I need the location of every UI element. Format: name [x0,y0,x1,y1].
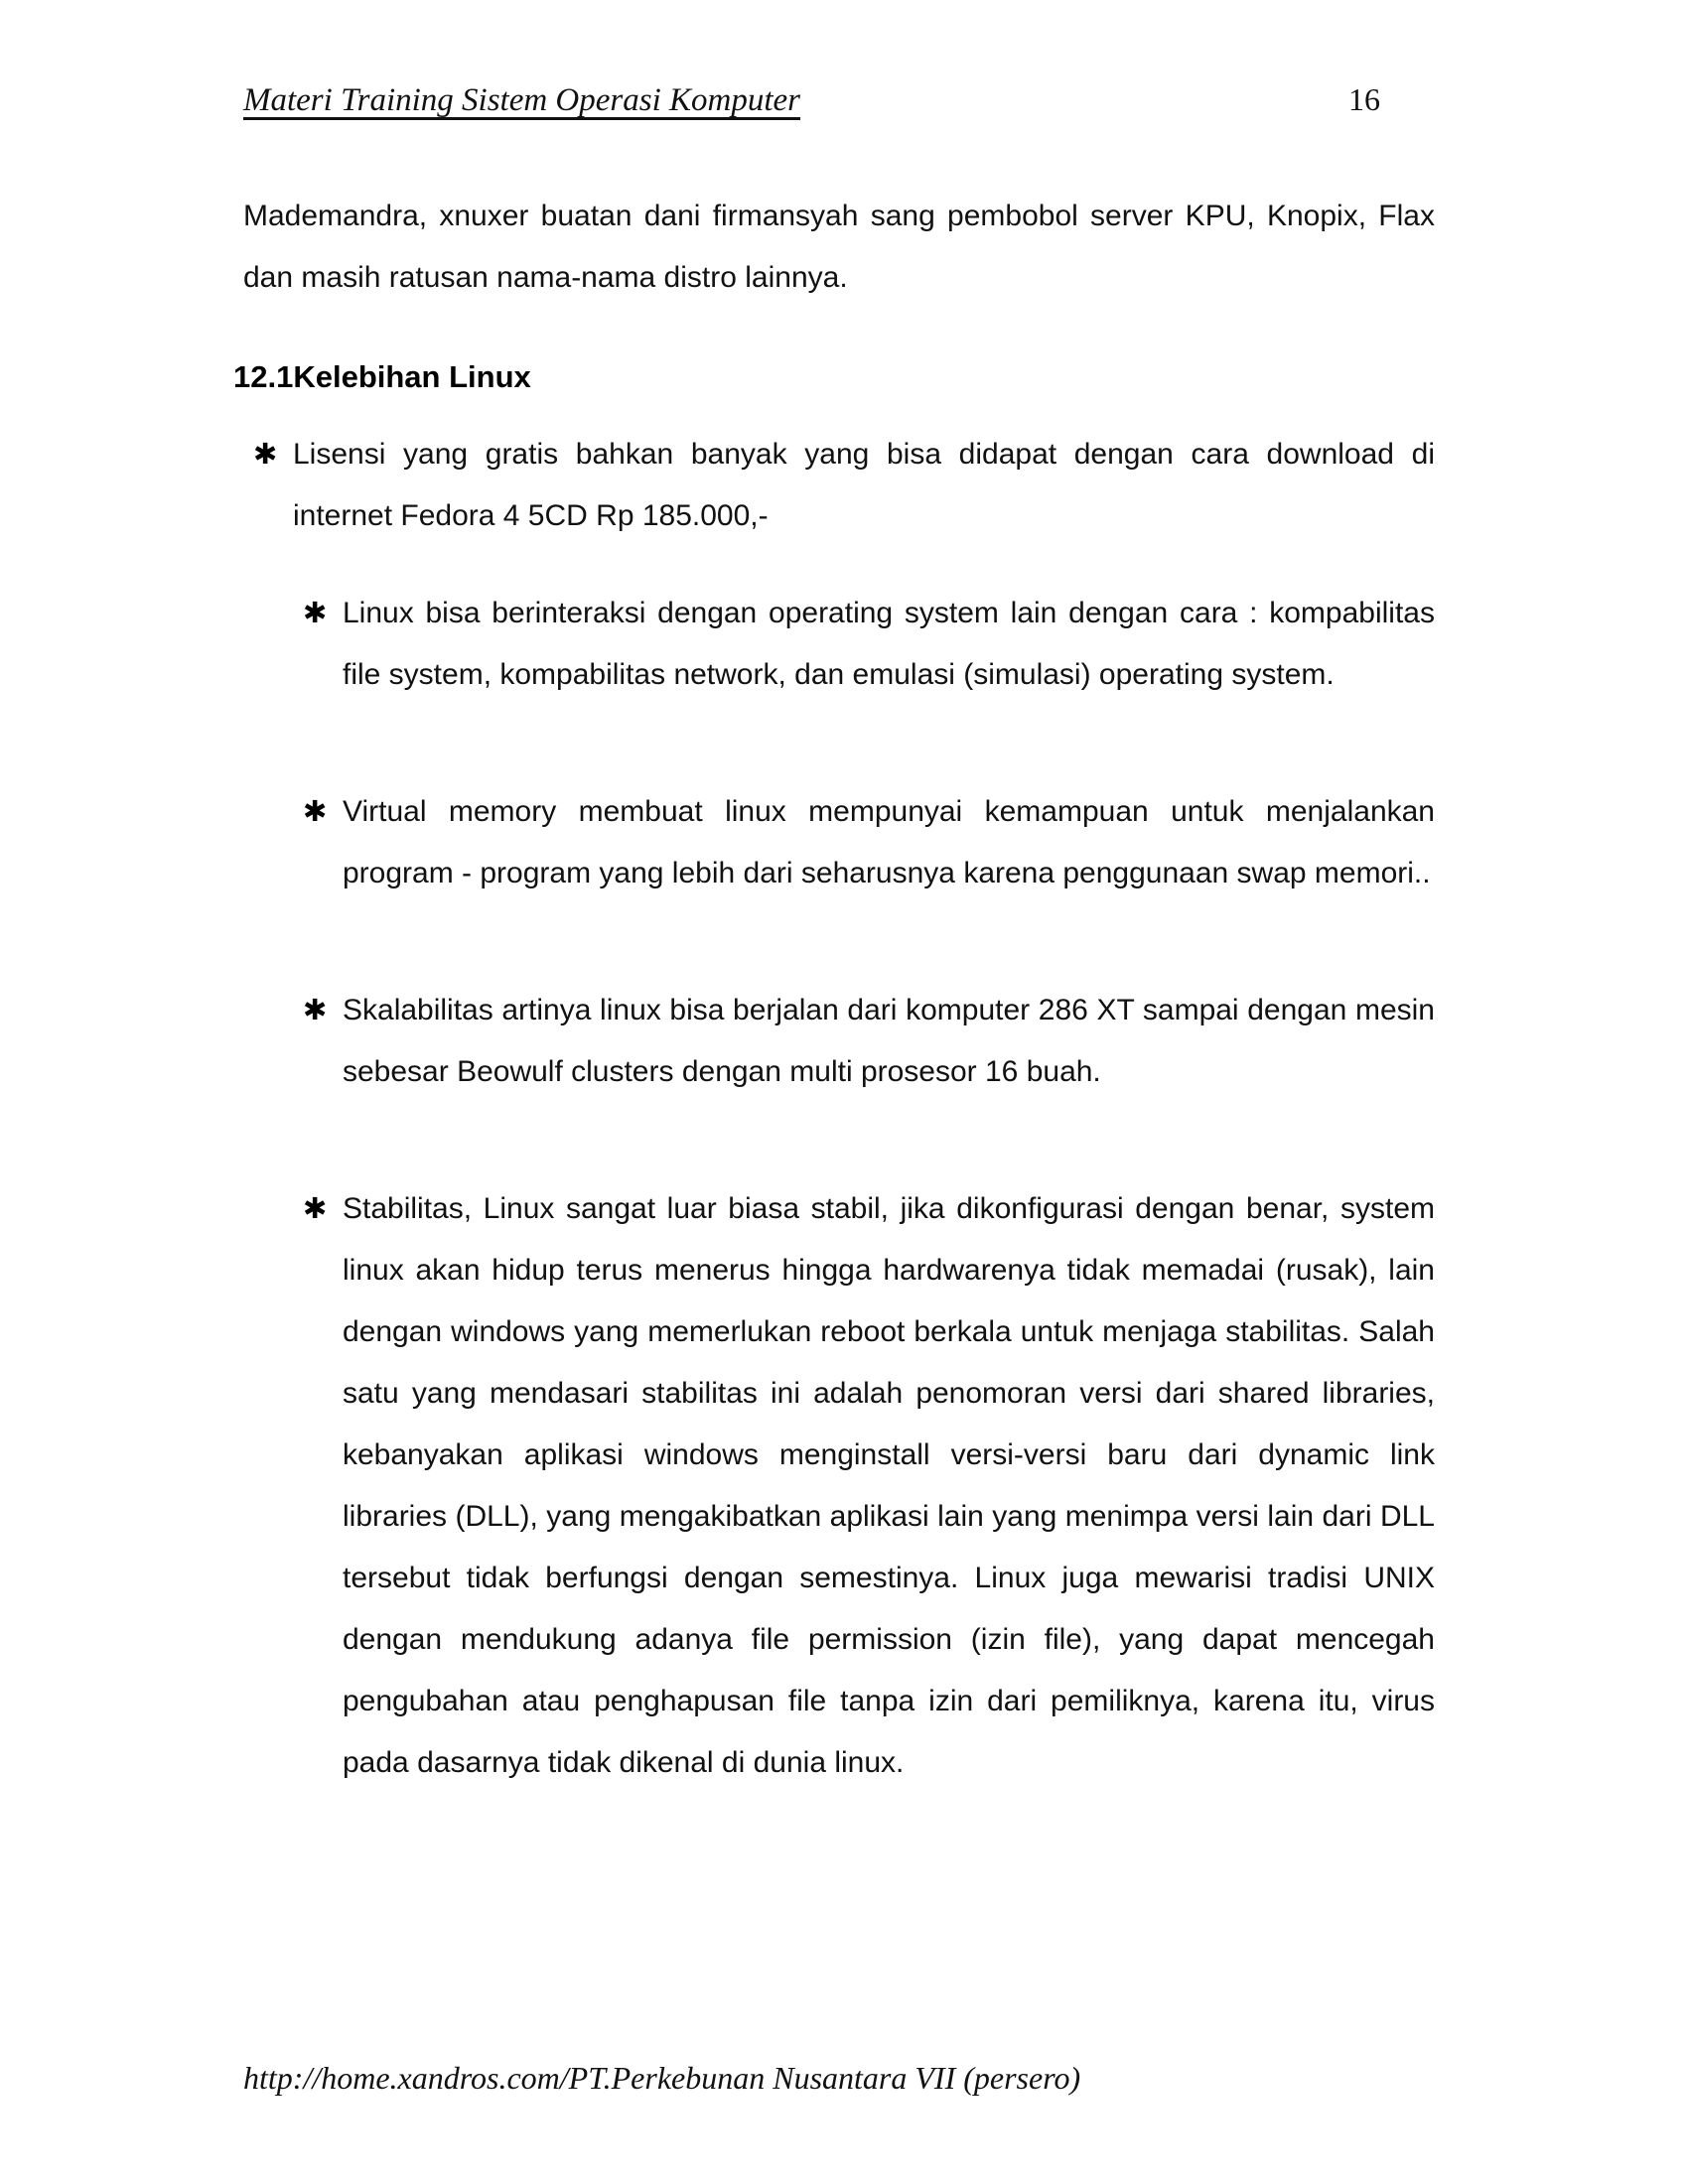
asterisk-bullet-icon: ✱ [303,1193,328,1225]
section-heading: 12.1Kelebihan Linux [233,359,531,394]
asterisk-bullet-icon: ✱ [303,995,328,1026]
list-item-level2 [303,781,1435,904]
asterisk-bullet-icon: ✱ [303,598,328,629]
intro-paragraph: Mademandra, xnuxer buatan dani firmansyah sang pembobol server KPU, Knopix, Flax dan masih ratusan nama-nama distro lainnya. [243,200,1435,294]
asterisk-bullet-icon: ✱ [253,439,278,471]
asterisk-bullet-icon: ✱ [303,796,328,828]
page-footer: http://home.xandros.com/PT.Perkebunan Nusantara VII (persero) [243,2060,1081,2096]
list-item-text: Skalabilitas artinya linux bisa berjalan dari komputer 286 XT sampai dengan mesin sebesar Beowulf clusters dengan multi prosesor 16 buah. [343,994,1435,1088]
list-item-text: Virtual memory membuat linux mempunyai kemampuan untuk menjalankan program - program yang lebih dari seharusnya karena penggunaan swap memori.. [343,795,1435,889]
running-header-title: Materi Training Sistem Operasi Komputer [243,82,801,118]
list-item-text: Lisensi yang gratis bahkan banyak yang bisa didapat dengan cara download di internet Fedora 4 5CD Rp 185.000,- [293,438,1435,532]
page-number: 16 [1348,81,1380,117]
list-item-text: Linux bisa berinteraksi dengan operating system lain dengan cara : kompabilitas file system, kompabilitas network, dan emulasi (simulasi) operating system. [343,597,1435,691]
sub-bullet-list [303,583,1435,1794]
page-header [243,77,1435,122]
list-item-level2 [303,980,1435,1103]
list-item-level1 [253,424,1435,547]
list-item-text: Stabilitas, Linux sangat luar biasa stabil, jika dikonfigurasi dengan benar, system linux akan hidup terus menerus hingga hardwarenya tidak memadai (rusak), lain dengan windows yang memerlukan reboot berkala untuk menjaga stabilitas. Salah satu yang mendasari stabilitas ini adalah penomoran versi dari shared libraries, kebanyakan aplikasi windows menginstall versi-versi baru dari dynamic link libraries (DLL), yang mengakibatkan aplikasi lain yang menimpa versi lain dari DLL tersebut tidak berfungsi dengan semestinya. Linux juga mewarisi tradisi UNIX dengan mendukung adanya file permission (izin file), yang dapat mencegah pengubahan atau penghapusan file tanpa izin dari pemiliknya, karena itu, virus pada dasarnya tidak dikenal di dunia linux. [343,1192,1435,1779]
list-item-level2 [303,1178,1435,1794]
list-item-level2 [303,583,1435,706]
